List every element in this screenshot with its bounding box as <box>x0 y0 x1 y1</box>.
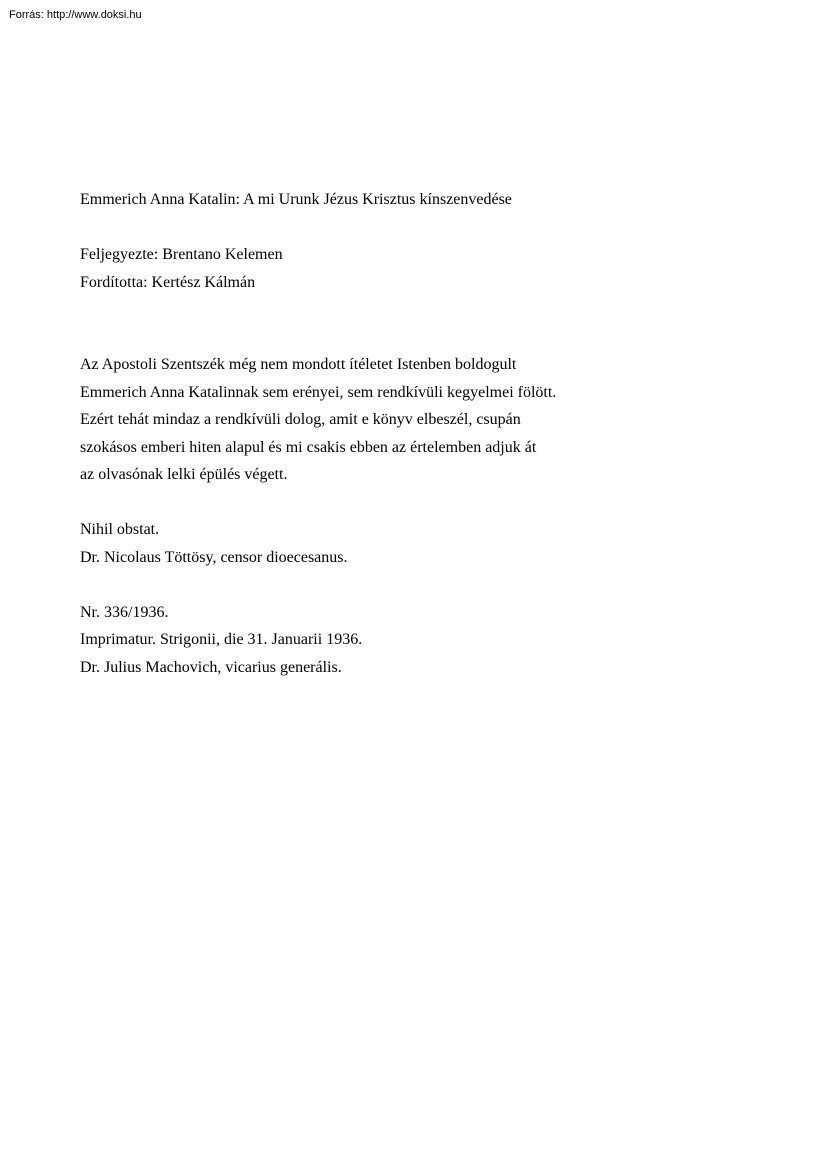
translated-by-line: Fordította: Kertész Kálmán <box>80 273 256 291</box>
source-watermark: Forrás: http://www.doksi.hu <box>9 9 142 21</box>
censor-line: Dr. Nicolaus Töttösy, censor dioecesanus. <box>80 548 348 566</box>
approbation-line: szokásos emberi hiten alapul és mi csakis ebben az értelemben adjuk át <box>80 438 537 456</box>
recorded-by-line: Feljegyezte: Brentano Kelemen <box>80 246 283 263</box>
imprimatur-number-line: Nr. 336/1936. <box>80 603 169 621</box>
page-title: Emmerich Anna Katalin: A mi Urunk Jézus Krisztus kínszenvedése <box>80 191 512 208</box>
approbation-line: Az Apostoli Szentszék még nem mondott ítéletet Istenben boldogult <box>80 356 517 373</box>
imprimatur-line: Imprimatur. Strigonii, die 31. Januarii 1936. <box>80 631 363 648</box>
blank-line <box>80 324 700 352</box>
nihil-obstat-line: Nihil obstat. <box>80 521 160 538</box>
blank-line <box>80 571 700 599</box>
blank-line <box>80 296 700 324</box>
approbation-line: Ezért tehát mindaz a rendkívüli dolog, amit e könyv elbeszél, csupán <box>80 411 521 428</box>
approbation-line: az olvasónak lelki épülés végett. <box>80 466 288 483</box>
page-content <box>80 186 700 681</box>
blank-line <box>80 489 700 517</box>
vicar-line: Dr. Julius Machovich, vicarius generális. <box>80 658 342 676</box>
approbation-line: Emmerich Anna Katalinnak sem erényei, sem rendkívüli kegyelmei fölött. <box>80 383 557 401</box>
blank-line <box>80 214 700 242</box>
